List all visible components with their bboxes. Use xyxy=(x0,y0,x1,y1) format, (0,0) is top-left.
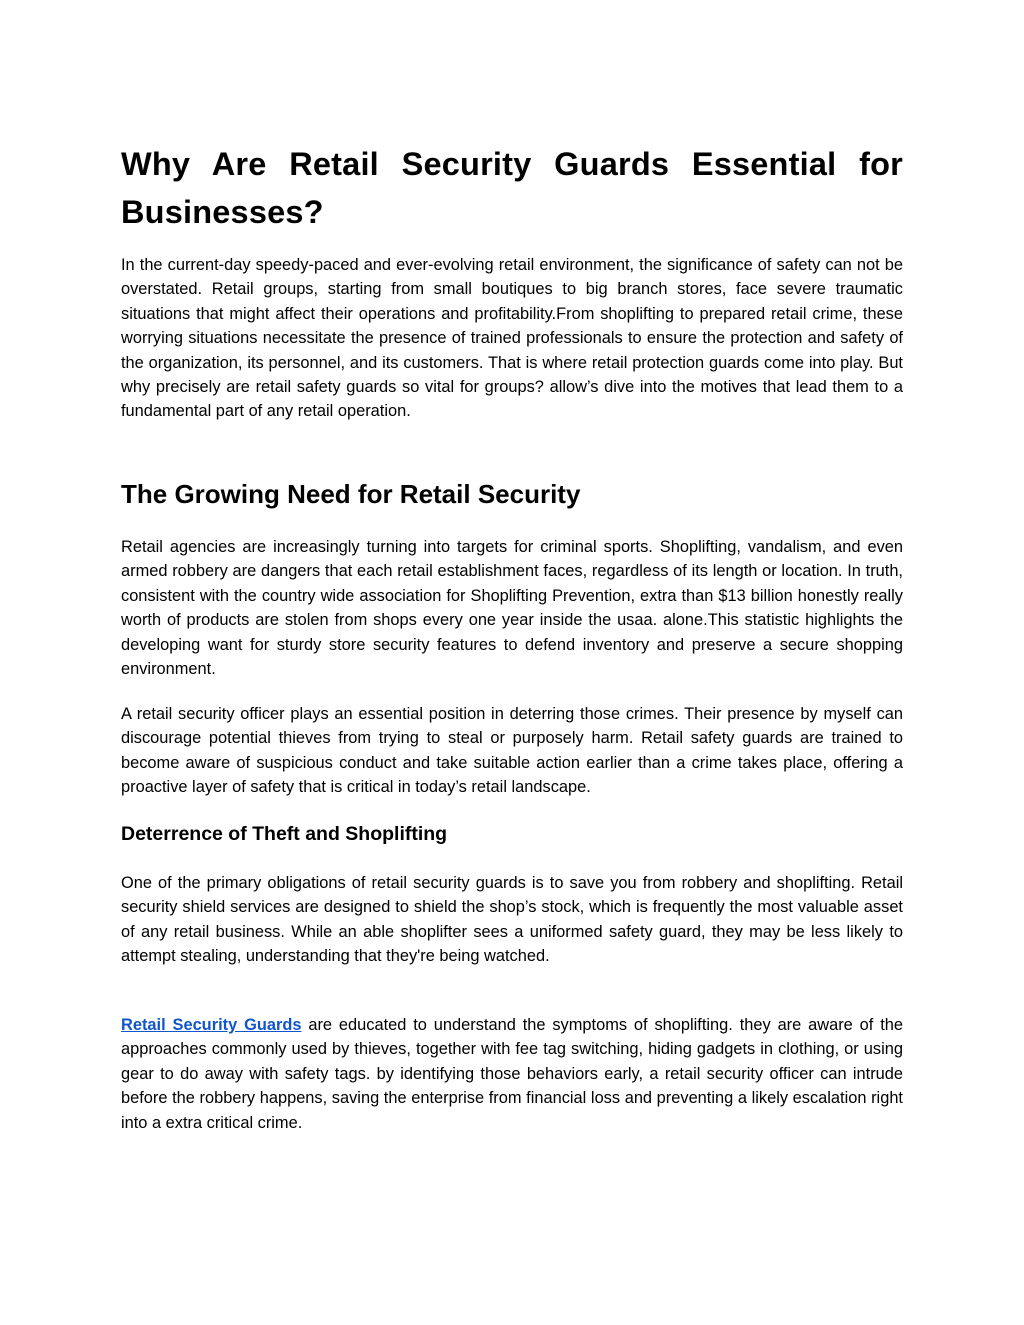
intro-paragraph: In the current-day speedy-paced and ever-evolving retail environment, the significance of safety can not be overstated. Retail groups, starting from small boutiques to big branch stores, face severe traumatic situations that might affect their operations and profitability.From shoplifting to prepared retail crime, these worrying situations necessitate the presence of trained professionals to ensure the protection and safety of the organization, its personnel, and its customers. That is where retail protection guards come into play. But why precisely are retail safety guards so vital for groups? allow’s dive into the motives that lead them to a fundamental part of any retail operation. xyxy=(121,256,903,421)
subsection-heading-deterrence: Deterrence of Theft and Shoplifting xyxy=(121,823,448,845)
growing-need-paragraph-2: A retail security officer plays an essential position in deterring those crimes. Their presence by myself can discourage potential thieves from trying to steal or purposely harm. Retail safety guards are trained to become aware of suspicious conduct and take suitable action earlier than a crime takes place, offering a proactive layer of safety that is critical in today’s retail landscape. xyxy=(121,705,903,797)
page-title: Why Are Retail Security Guards Essential for Businesses? xyxy=(121,146,903,230)
growing-need-paragraph-1: Retail agencies are increasingly turning into targets for criminal sports. Shoplifting, vandalism, and even armed robbery are dangers that each retail establishment faces, regardless of its length or location. In truth, consistent with the country wide association for Shoplifting Prevention, extra than $13 billion honestly really worth of products are stolen from shops every one year inside the usaa. alone.This statistic highlights the developing want for sturdy store security features to defend inventory and preserve a secure shopping environment. xyxy=(121,538,903,679)
retail-security-guards-link[interactable]: Retail Security Guards xyxy=(121,1016,302,1034)
deterrence-paragraph-2-text: are educated to understand the symptoms of shoplifting. they are aware of the approaches commonly used by thieves, together with fee tag switching, hiding gadgets in clothing, or using gear to do away with safety tags. by identifying those behaviors early, a retail security officer can intrude before the robbery happens, saving the enterprise from financial loss and preventing a likely escalation right into a extra critical crime. xyxy=(121,1016,904,1132)
deterrence-paragraph-1: One of the primary obligations of retail security guards is to save you from robbery and shoplifting. Retail security shield services are designed to shield the shop’s stock, which is frequently the most valuable asset of any retail business. While an able shoplifter sees a uniformed safety guard, they may be less likely to attempt stealing, understanding that they're being watched. xyxy=(121,874,903,966)
deterrence-paragraph-2 xyxy=(121,1013,903,1135)
section-heading-growing-need: The Growing Need for Retail Security xyxy=(121,479,581,509)
